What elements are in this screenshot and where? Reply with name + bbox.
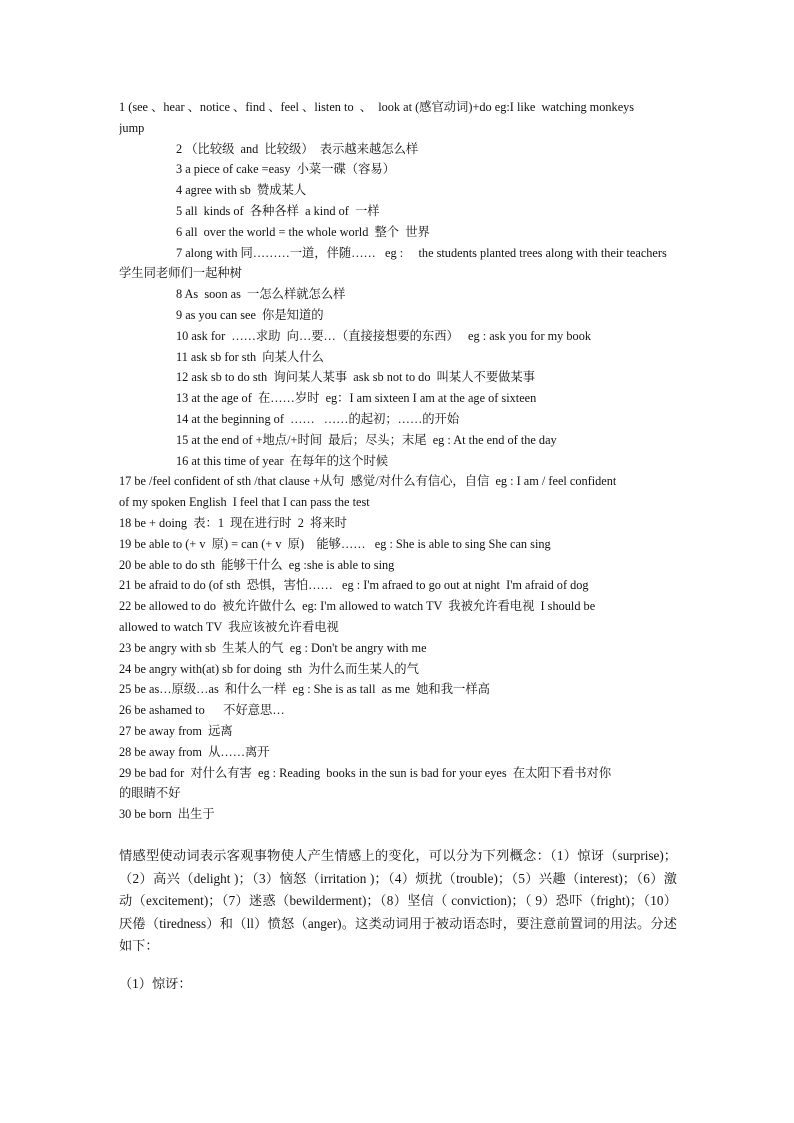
phrase-line: 13 at the age of 在……岁时 eg：I am sixteen I am at the age of sixteen: [176, 391, 537, 406]
phrase-line: 21 be afraid to do (of sth 恐惧，害怕…… eg : I'm afraed to go out at night I'm afraid of dog: [119, 578, 589, 593]
phrase-line: 4 agree with sb 赞成某人: [176, 183, 307, 198]
phrase-list: [119, 97, 719, 825]
phrase-line: 6 all over the world = the whole world 整个 世界: [176, 224, 430, 239]
phrase-line: 2 （比较级 and 比较级） 表示越来越怎么样: [176, 141, 419, 156]
phrase-line: 1 (see 、hear 、notice 、find 、feel 、listen to 、 look at (感官动词)+do eg:I like watching monkeys: [119, 100, 635, 114]
phrase-line: of my spoken English I feel that I can pass the test: [119, 495, 370, 510]
phrase-line: 的眼睛不好: [119, 786, 181, 801]
phrase-line: 12 ask sb to do sth 询问某人某事 ask sb not to do 叫某人不要做某事: [176, 370, 536, 385]
phrase-line: 11 ask sb for sth 向某人什么: [176, 349, 324, 364]
section-subheading: （1）惊讶：: [119, 976, 192, 991]
phrase-line: 22 be allowed to do 被允许做什么 eg: I'm allowed to watch TV 我被允许看电视 I should be: [119, 599, 596, 614]
phrase-line: 10 ask for ……求助 向…要…（直接接想要的东西） eg : ask you for my book: [176, 328, 591, 343]
phrase-line: 25 be as…原级…as 和什么一样 eg : She is as tall as me 她和我一样高: [119, 682, 490, 697]
phrase-line: 8 As soon as 一怎么样就怎么样: [176, 287, 346, 302]
phrase-line: 23 be angry with sb 生某人的气 eg : Don't be angry with me: [119, 640, 427, 655]
phrase-line: 9 as you can see 你是知道的: [176, 307, 324, 322]
phrase-line: 14 at the beginning of …… ……的起初；……的开始: [176, 411, 460, 426]
phrase-line: 16 at this time of year 在每年的这个时候: [176, 453, 389, 468]
phrase-line: 19 be able to (+ v 原) = can (+ v 原) 能够…… eg : She is able to sing She can sing: [119, 536, 551, 551]
phrase-line: 5 all kinds of 各种各样 a kind of 一样: [176, 203, 380, 218]
phrase-line: 学生同老师们一起种树: [119, 266, 242, 281]
phrase-line: allowed to watch TV 我应该被允许看电视: [119, 619, 339, 634]
phrase-line: 3 a piece of cake =easy 小菜一碟（容易）: [176, 162, 395, 177]
phrase-line: 28 be away from 从……离开: [119, 744, 270, 759]
phrase-line: 7 along with 同………一道，伴随…… eg : the students planted trees along with their teachers: [176, 245, 667, 260]
phrase-line: 27 be away from 远离: [119, 723, 233, 738]
phrase-line: 26 be ashamed to 不好意思…: [119, 703, 285, 718]
phrase-line: jump: [119, 120, 145, 135]
phrase-line: 29 be bad for 对什么有害 eg : Reading books in the sun is bad for your eyes 在太阳下看书对你: [119, 765, 612, 780]
phrase-line: 20 be able to do sth 能够干什么 eg :she is able to sing: [119, 557, 395, 572]
phrase-line: 17 be /feel confident of sth /that clause +从句 感觉/对什么有信心，自信 eg : I am / feel confident: [119, 474, 617, 489]
phrase-line: 15 at the end of +地点/+时间 最后；尽头；末尾 eg : At the end of the day: [176, 432, 557, 447]
phrase-line: 24 be angry with(at) sb for doing sth 为什么而生某人的气: [119, 661, 419, 676]
intro-paragraph: 情感型使动词表示客观事物使人产生情感上的变化，可以分为下列概念：（1）惊讶（surprise)；（2）高兴（delight )；（3）恼怒（irritation )；（4）烦扰（trouble)；（5）兴趣（interest)；（6）激动（excitement)；（7）迷惑（bewilderment)；（8）坚信（ conviction)；（ 9）恐吓（fright)；（10）厌倦（tiredness）和（ll）愤怒（anger)。这类动词用于被动语态时，要注意前置词的用法。分述如下：: [119, 848, 677, 954]
phrase-line: 18 be + doing 表：1 现在进行时 2 将来时: [119, 515, 347, 530]
phrase-line: 30 be born 出生于: [119, 807, 215, 822]
